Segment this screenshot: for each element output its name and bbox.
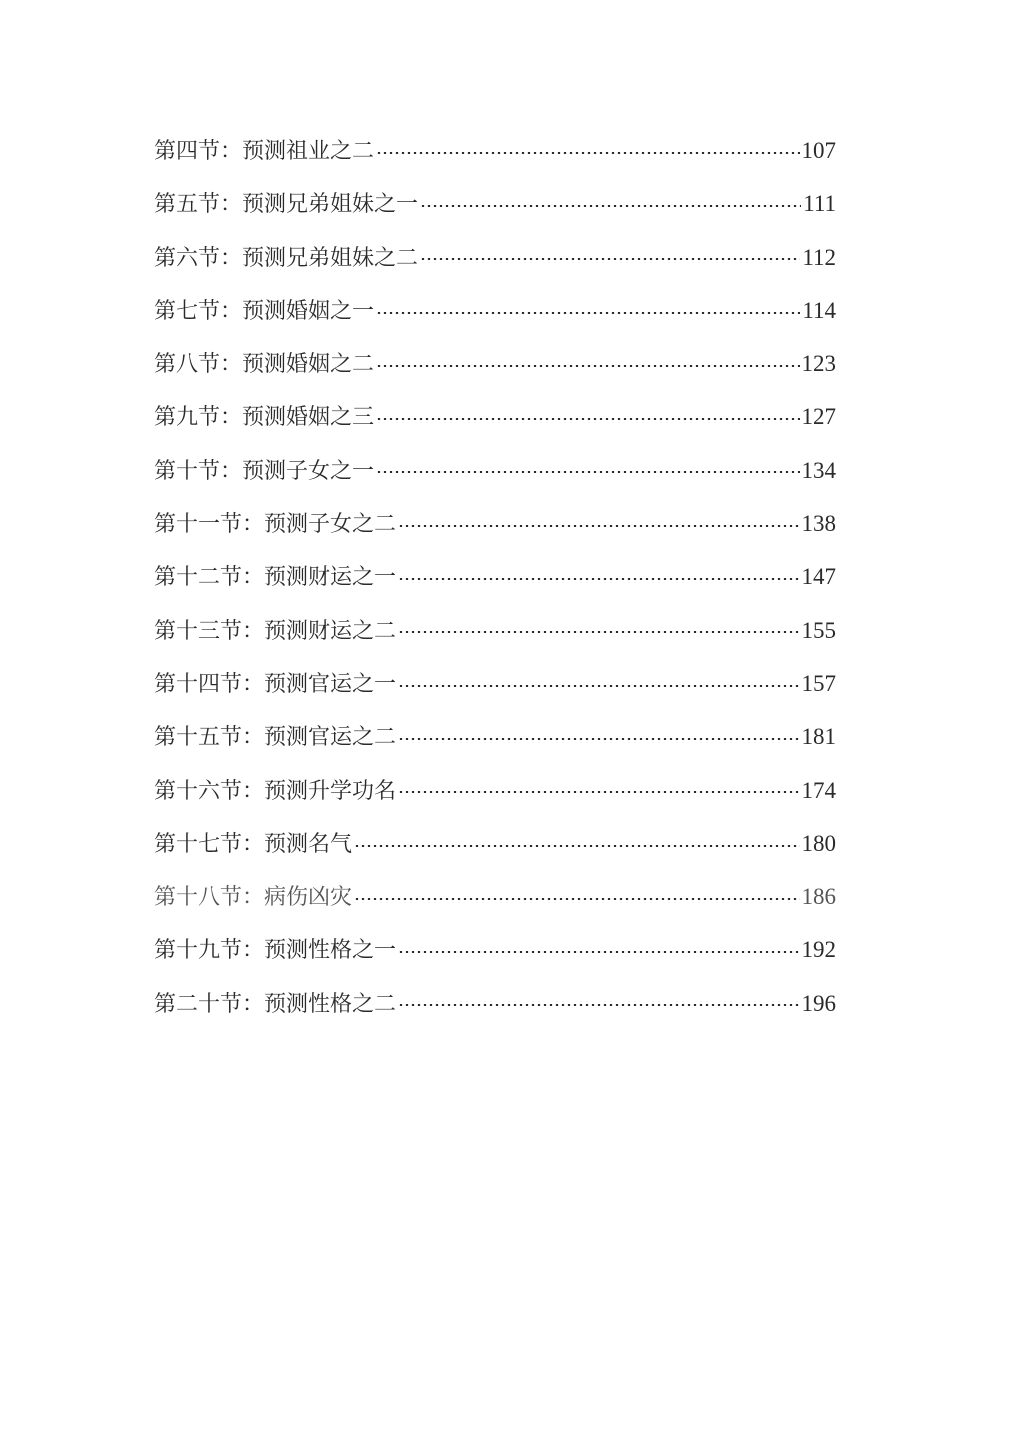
section-title: 预测祖业之二 [242,139,375,164]
section-title: 预测性格之二 [264,991,397,1017]
section-number: 第十六节： [154,778,265,804]
page-number: 114 [802,297,836,323]
section-title: 预测性格之一 [264,938,397,964]
section-number: 第五节： [154,192,243,218]
dot-leader [398,631,799,633]
toc-entry [154,124,836,177]
page-number: 112 [802,244,836,270]
dot-leader [354,845,799,847]
page-number: 181 [801,724,836,750]
section-title: 预测婚姻之三 [242,405,375,431]
toc-entry [154,710,836,763]
section-title: 预测财运之一 [264,565,397,591]
section-number: 第十四节： [154,671,265,697]
section-title: 预测官运之一 [264,671,397,697]
toc-entry [154,284,836,337]
page-number: 138 [801,511,836,537]
toc-entry [154,870,836,923]
section-title: 病伤凶灾 [264,885,353,911]
dot-leader [376,471,799,473]
page-number: 196 [801,990,836,1016]
toc-entry [154,923,836,976]
section-title: 预测官运之二 [264,725,397,751]
section-number: 第十九节： [154,938,265,964]
page-number: 123 [801,351,836,377]
section-number: 第十三节： [154,618,265,644]
section-title: 预测名气 [264,831,353,857]
section-number: 第十七节： [154,831,265,857]
page-number: 180 [801,830,836,856]
dot-leader [420,258,800,260]
section-title: 预测兄弟姐妹之一 [242,192,419,218]
section-title: 预测子女之二 [264,512,397,538]
page-number: 134 [801,457,836,483]
dot-leader [354,898,799,900]
toc-entry [154,177,836,230]
section-number: 第七节： [154,298,243,324]
dot-leader [398,685,799,687]
toc-entry [154,977,836,1030]
section-title: 预测子女之一 [242,458,375,484]
dot-leader [398,1004,799,1006]
section-title: 预测财运之二 [264,618,397,644]
dot-leader [398,525,799,527]
page-number: 192 [801,937,836,963]
section-number: 第十二节： [154,565,265,591]
section-number: 第十一节： [154,512,265,538]
page-number: 107 [801,138,836,163]
section-number: 第九节： [154,405,243,431]
toc-entry [154,337,836,390]
section-number: 第八节： [154,352,243,378]
page-number: 111 [803,191,836,217]
dot-leader [398,951,799,953]
section-title: 预测婚姻之二 [242,352,375,378]
dot-leader [420,205,801,207]
page-number: 155 [801,617,836,643]
dot-leader [398,791,799,793]
toc-entry [154,764,836,817]
section-number: 第四节： [154,139,243,164]
section-number: 第十八节： [154,885,265,911]
toc-entry [154,497,836,550]
page-number: 127 [801,404,836,430]
section-title: 预测婚姻之一 [242,298,375,324]
dot-leader [376,152,799,154]
dot-leader [376,312,800,314]
dot-leader [376,365,799,367]
section-title: 预测升学功名 [264,778,397,804]
dot-leader [376,418,799,420]
toc-entry [154,390,836,443]
dot-leader [398,578,799,580]
section-number: 第六节： [154,245,243,271]
section-number: 第十五节： [154,725,265,751]
page-number: 157 [801,670,836,696]
toc-entry [154,231,836,284]
toc-entry [154,657,836,710]
toc-entry [154,817,836,870]
section-number: 第二十节： [154,991,265,1017]
table-of-contents [154,124,836,1030]
toc-entry [154,444,836,497]
dot-leader [398,738,799,740]
section-title: 预测兄弟姐妹之二 [242,245,419,271]
page-number: 174 [801,777,836,803]
toc-entry [154,550,836,603]
page-number: 147 [801,564,836,590]
toc-entry [154,604,836,657]
section-number: 第十节： [154,458,243,484]
page-number: 186 [801,884,836,910]
